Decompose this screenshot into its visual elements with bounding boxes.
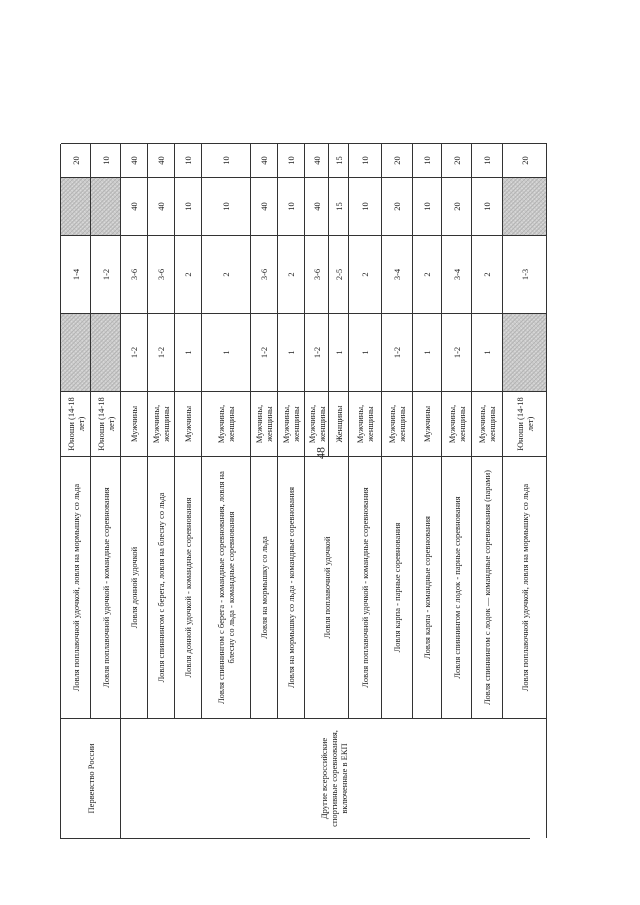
table-cell-value: 1-2 xyxy=(148,313,175,391)
table-cell-discipline: Ловля донной удочкой xyxy=(121,456,148,718)
table-cell-gender: Мужчины, женщины xyxy=(278,391,305,456)
table-cell-value: 1 xyxy=(175,313,202,391)
table-cell-discipline: Ловля поплавочной удочкой - командные соревнования xyxy=(91,456,121,718)
table-cell-shaded xyxy=(61,177,91,235)
table-cell-discipline: Ловля спиннингом с лодок — командные соревнования (парами) xyxy=(472,456,503,718)
table-cell-value: 40 xyxy=(148,177,175,235)
table-cell-value: 10 xyxy=(278,177,305,235)
table-cell-value: 10 xyxy=(413,177,442,235)
table-cell-gender: Мужчины xyxy=(121,391,148,456)
table-cell-shaded xyxy=(91,313,121,391)
table-cell-value: 2 xyxy=(472,235,503,313)
table-cell-value: 20 xyxy=(442,177,472,235)
table-cell-value: 1 xyxy=(413,313,442,391)
table-cell-value: 40 xyxy=(251,177,278,235)
table-cell-value: 1-4 xyxy=(61,235,91,313)
table-cell-value: 40 xyxy=(148,143,175,177)
table-cell-gender: Мужчины, женщины xyxy=(148,391,175,456)
table-cell-gender: Мужчины xyxy=(175,391,202,456)
table-cell-value: 2 xyxy=(278,235,305,313)
table-cell-discipline: Ловля карпа - командные соревнования xyxy=(413,456,442,718)
table-cell-value: 1 xyxy=(202,313,251,391)
table-cell-gender: Мужчины, женщины xyxy=(349,391,382,456)
table-cell-value: 1 xyxy=(472,313,503,391)
table-cell-gender: Юноши (14-18 лет) xyxy=(503,391,547,456)
table-cell-shaded xyxy=(503,313,547,391)
table-cell-value: 1 xyxy=(278,313,305,391)
table-cell-value: 1-3 xyxy=(503,235,547,313)
table-cell-discipline: Ловля карпа - парные соревнования xyxy=(382,456,413,718)
table-cell-value: 1-2 xyxy=(91,235,121,313)
table-cell-value: 3-6 xyxy=(121,235,148,313)
table-cell-value: 2 xyxy=(175,235,202,313)
table-cell-value: 10 xyxy=(91,143,121,177)
table-cell-value: 10 xyxy=(175,177,202,235)
table-cell-value: 3-6 xyxy=(251,235,278,313)
table-cell-value: 20 xyxy=(503,143,547,177)
table-cell-value: 40 xyxy=(251,143,278,177)
table-cell-value: 2-5 xyxy=(329,235,349,313)
table-cell-value: 40 xyxy=(121,177,148,235)
table-cell-value: 1-2 xyxy=(442,313,472,391)
table-cell-gender: Женщины xyxy=(329,391,349,456)
table-cell-discipline: Ловля спиннингом с берега, ловля на блесну со льда xyxy=(148,456,175,718)
table-cell-gender: Мужчины, женщины xyxy=(472,391,503,456)
table-cell-gender: Мужчины, женщины xyxy=(202,391,251,456)
table-cell-value: 2 xyxy=(349,235,382,313)
table-cell-discipline: Ловля на мормышку со льда xyxy=(251,456,278,718)
table-cell-discipline: Ловля донной удочкой - командные соревнования xyxy=(175,456,202,718)
table-cell-gender: Юноши (14-18 лет) xyxy=(61,391,91,456)
group-championship: Первенство России xyxy=(61,718,121,838)
table-cell-gender: Мужчины xyxy=(413,391,442,456)
table-cell-value: 10 xyxy=(472,143,503,177)
table-cell-value: 40 xyxy=(121,143,148,177)
table-cell-value: 20 xyxy=(382,177,413,235)
table-cell-value: 1 xyxy=(329,313,349,391)
table-cell-discipline: Ловля поплавочной удочкой, ловля на мормышку со льда xyxy=(503,456,547,718)
results-table xyxy=(60,144,535,839)
table-cell-discipline: Ловля спиннингом с берега - командные соревнования, ловля на блесну со льда - командные соревнования xyxy=(202,456,251,718)
table-viewport xyxy=(60,144,535,839)
table-cell-value: 10 xyxy=(278,143,305,177)
table-cell-value: 10 xyxy=(349,177,382,235)
page-number: 48 xyxy=(313,447,328,459)
table-cell-discipline: Ловля поплавочной удочкой, ловля на мормышку со льда xyxy=(61,456,91,718)
table-cell-value: 10 xyxy=(413,143,442,177)
table-cell-discipline: Ловля спиннингом с лодок - парные соревнования xyxy=(442,456,472,718)
table-cell-discipline: Ловля на мормышку со льда - командные соревнования xyxy=(278,456,305,718)
table-cell-value: 20 xyxy=(61,143,91,177)
table-cell-value: 1-2 xyxy=(251,313,278,391)
table-cell-value: 15 xyxy=(329,143,349,177)
table-cell-value: 10 xyxy=(202,143,251,177)
table-cell-discipline: Ловля поплавочной удочкой xyxy=(305,456,349,718)
table-cell-value: 40 xyxy=(305,143,329,177)
table-cell-discipline: Ловля поплавочной удочкой - командные соревнования xyxy=(349,456,382,718)
table-cell-gender: Мужчины, женщины xyxy=(382,391,413,456)
table-cell-value: 20 xyxy=(382,143,413,177)
table-cell-value: 2 xyxy=(202,235,251,313)
table-cell-value: 3-6 xyxy=(305,235,329,313)
table-cell-value: 1-2 xyxy=(382,313,413,391)
table-cell-gender: Юноши (14-18 лет) xyxy=(91,391,121,456)
table-cell-value: 3-6 xyxy=(148,235,175,313)
table-cell-value: 1 xyxy=(349,313,382,391)
table-cell-value: 3-4 xyxy=(382,235,413,313)
table-cell-value: 10 xyxy=(175,143,202,177)
table-cell-gender: Мужчины, женщины xyxy=(442,391,472,456)
table-cell-value: 2 xyxy=(413,235,442,313)
table-cell-value: 40 xyxy=(305,177,329,235)
table-cell-value: 15 xyxy=(329,177,349,235)
table-cell-value: 10 xyxy=(472,177,503,235)
table-cell-gender: Мужчины, женщины xyxy=(305,391,329,456)
table-cell-shaded xyxy=(91,177,121,235)
table-cell-value: 20 xyxy=(442,143,472,177)
table-cell-value: 1-2 xyxy=(121,313,148,391)
table-cell-shaded xyxy=(61,313,91,391)
table-cell-value: 10 xyxy=(202,177,251,235)
group-other-competitions: Другие всероссийские спортивные соревнования, включенные в ЕКП xyxy=(121,718,547,838)
table-cell-value: 3-4 xyxy=(442,235,472,313)
table-cell-value: 1-2 xyxy=(305,313,329,391)
table-cell-shaded xyxy=(503,177,547,235)
table-cell-gender: Мужчины, женщины xyxy=(251,391,278,456)
table-cell-value: 10 xyxy=(349,143,382,177)
